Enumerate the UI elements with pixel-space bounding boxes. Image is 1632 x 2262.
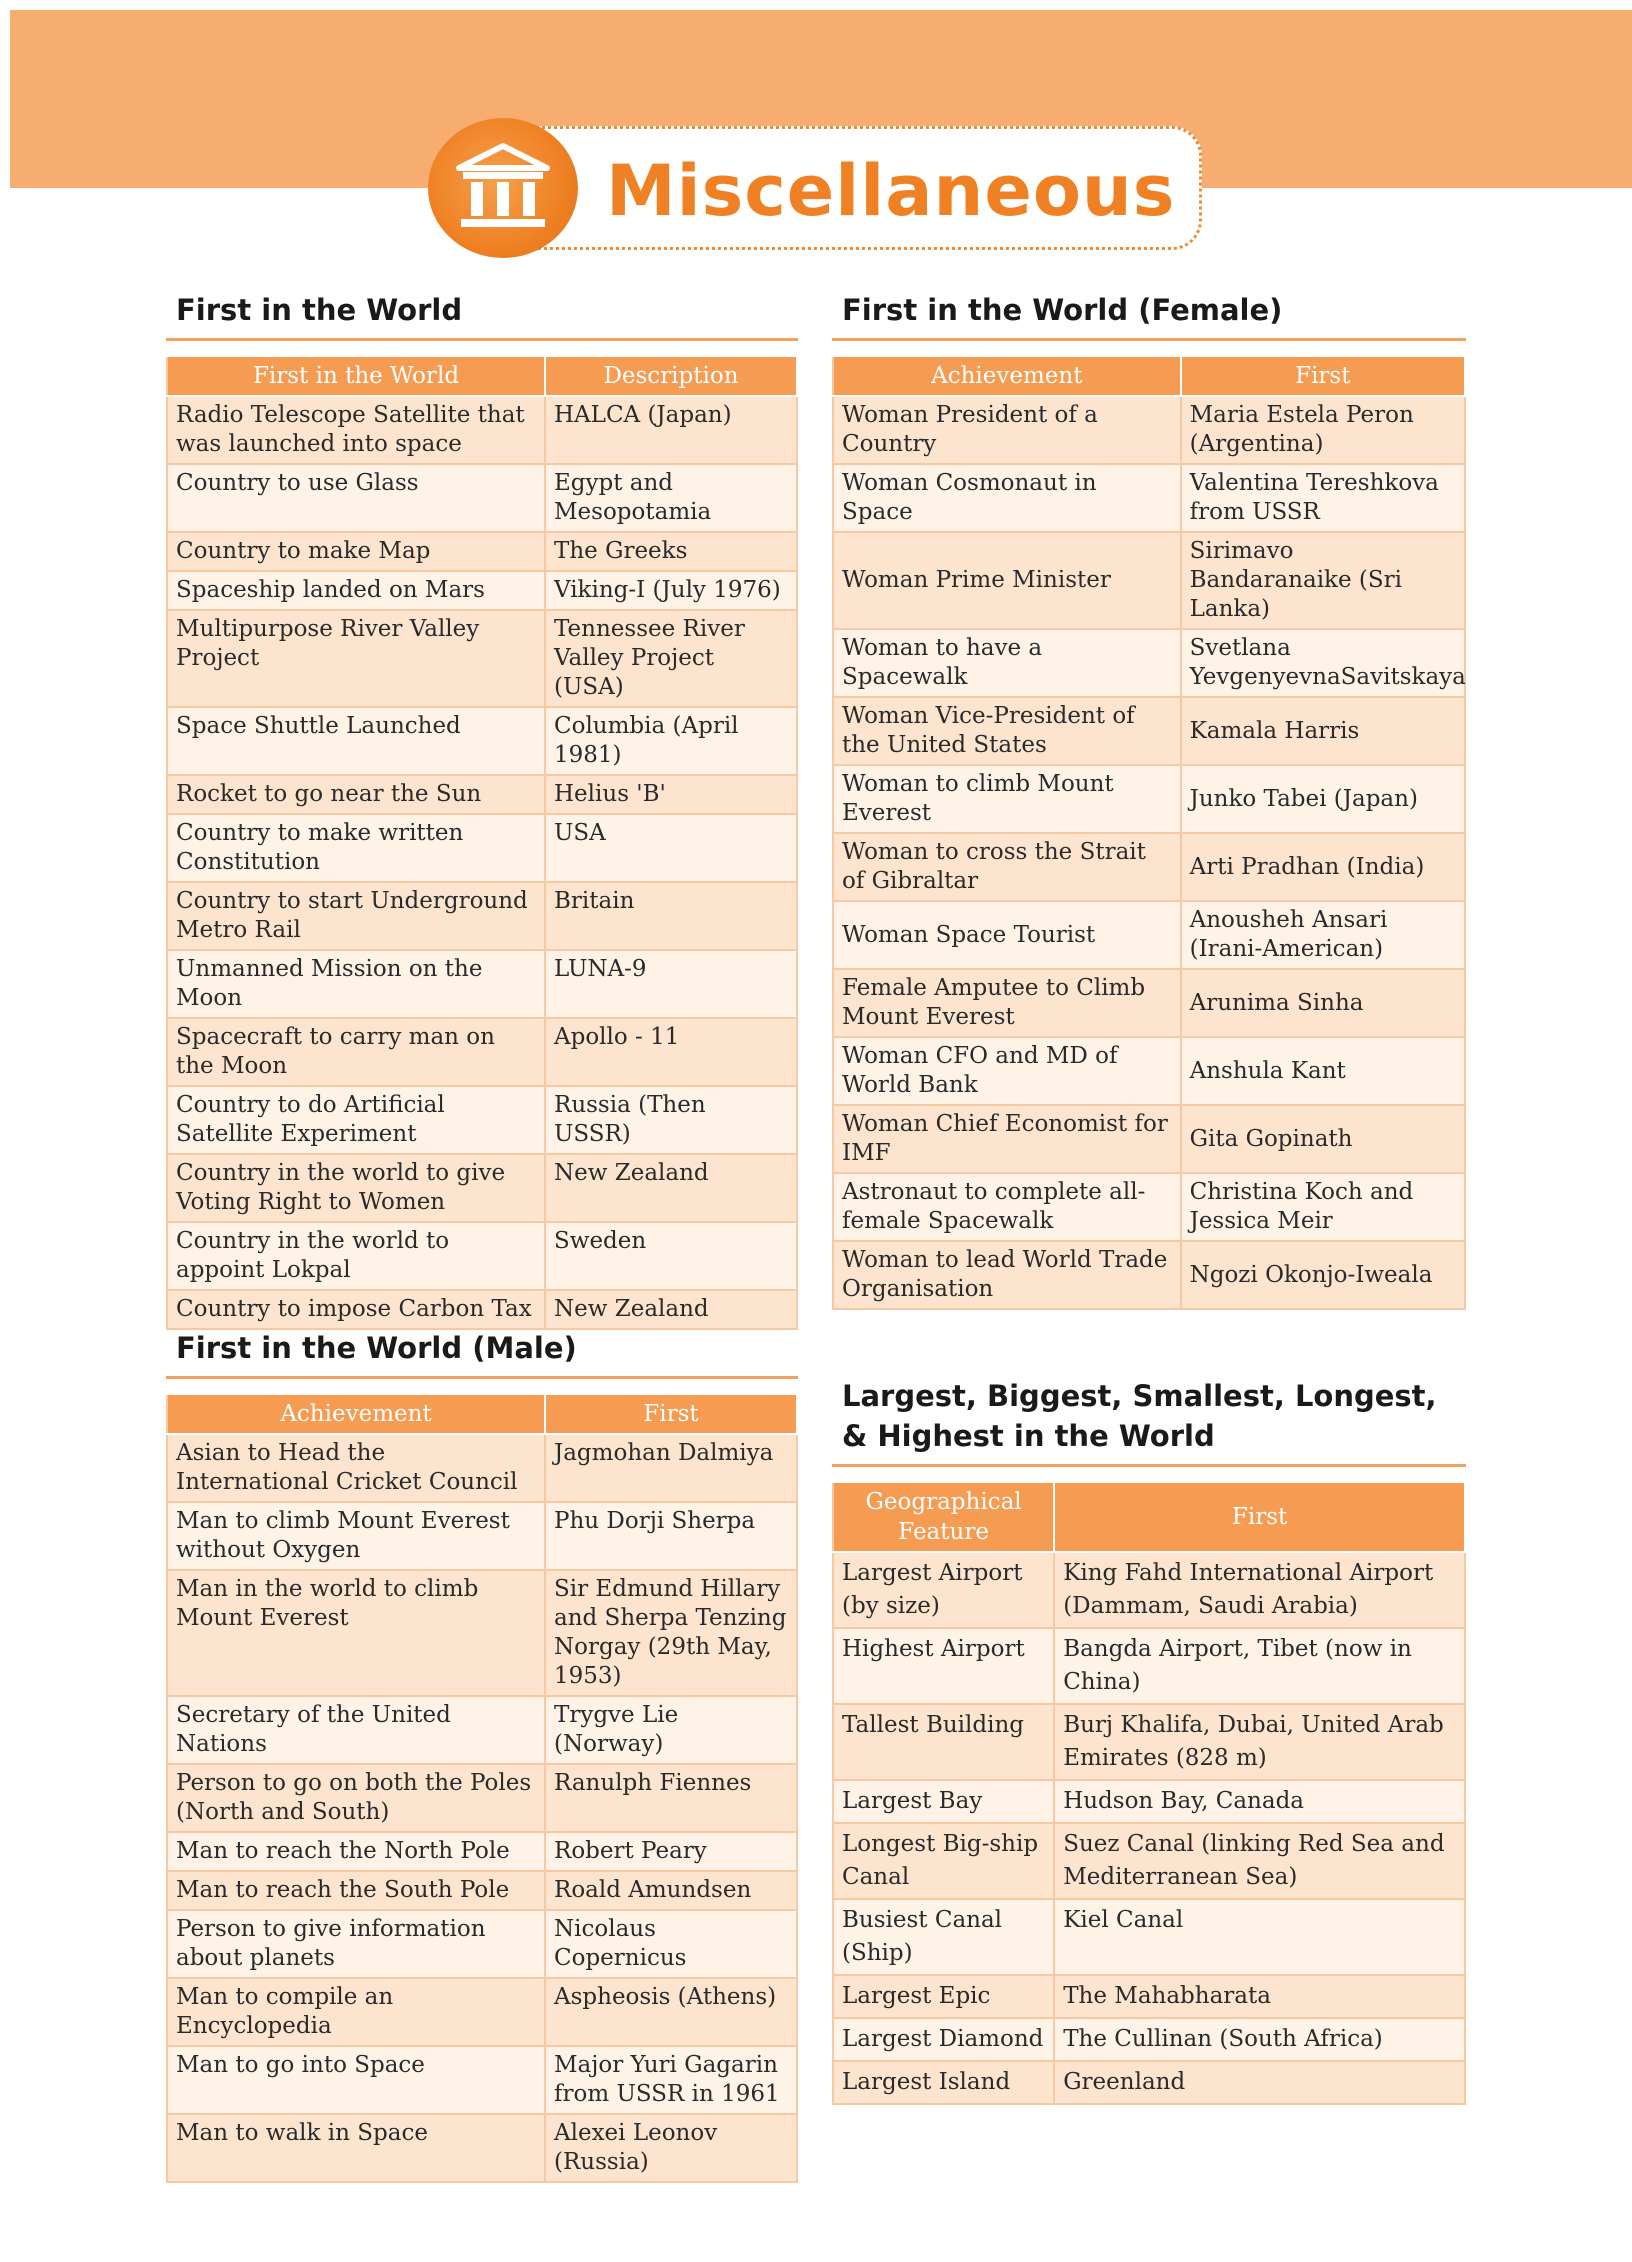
row-label-cell: Woman to lead World Trade Organisation <box>833 1241 1181 1309</box>
row-label-cell: Country to make Map <box>167 532 545 571</box>
row-label-cell: Woman Prime Minister <box>833 532 1181 629</box>
row-label-cell: Busiest Canal (Ship) <box>833 1899 1054 1975</box>
row-value-cell: Burj Khalifa, Dubai, United Arab Emirates (828 m) <box>1054 1704 1465 1780</box>
row-value-cell: Ngozi Okonjo-Iweala <box>1181 1241 1465 1309</box>
row-value-cell: Nicolaus Copernicus <box>545 1910 797 1978</box>
row-value-cell: Arunima Sinha <box>1181 969 1465 1037</box>
section-heading: Largest, Biggest, Smallest, Longest, & Highest in the World <box>832 1376 1466 1467</box>
row-label-cell: Highest Airport <box>833 1628 1054 1704</box>
table-row <box>167 1086 797 1154</box>
row-label-cell: Unmanned Mission on the Moon <box>167 950 545 1018</box>
row-value-cell: Arti Pradhan (India) <box>1181 833 1465 901</box>
row-value-cell: Kiel Canal <box>1054 1899 1465 1975</box>
row-label-cell: Country to use Glass <box>167 464 545 532</box>
row-label-cell: Man to walk in Space <box>167 2114 545 2182</box>
table-row <box>833 1628 1465 1704</box>
table-row <box>833 2061 1465 2104</box>
row-value-cell: The Greeks <box>545 532 797 571</box>
table-row <box>833 697 1465 765</box>
row-label-cell: Tallest Building <box>833 1704 1054 1780</box>
table-row <box>833 833 1465 901</box>
row-value-cell: Kamala Harris <box>1181 697 1465 765</box>
table-row <box>167 2046 797 2114</box>
row-value-cell: Phu Dorji Sherpa <box>545 1502 797 1570</box>
row-value-cell: Apollo - 11 <box>545 1018 797 1086</box>
row-label-cell: Largest Airport (by size) <box>833 1552 1054 1628</box>
column-header: Achievement <box>833 356 1181 396</box>
row-value-cell: Gita Gopinath <box>1181 1105 1465 1173</box>
row-label-cell: Person to give information about planets <box>167 1910 545 1978</box>
table-row <box>167 1018 797 1086</box>
row-label-cell: Radio Telescope Satellite that was launched into space <box>167 396 545 464</box>
row-label-cell: Country to impose Carbon Tax <box>167 1290 545 1329</box>
table-row <box>167 707 797 775</box>
row-label-cell: Woman Chief Economist for IMF <box>833 1105 1181 1173</box>
table-row <box>167 571 797 610</box>
row-value-cell: Ranulph Fiennes <box>545 1764 797 1832</box>
table-row <box>167 775 797 814</box>
row-label-cell: Country to make written Constitution <box>167 814 545 882</box>
column-header: First <box>1054 1482 1465 1552</box>
row-value-cell: Sirimavo Bandaranaike (Sri Lanka) <box>1181 532 1465 629</box>
table-row <box>833 1823 1465 1899</box>
row-value-cell: Anousheh Ansari (Irani-American) <box>1181 901 1465 969</box>
row-label-cell: Country to do Artificial Satellite Experiment <box>167 1086 545 1154</box>
row-label-cell: Space Shuttle Launched <box>167 707 545 775</box>
row-label-cell: Largest Island <box>833 2061 1054 2104</box>
row-label-cell: Woman President of a Country <box>833 396 1181 464</box>
table-row <box>167 950 797 1018</box>
row-label-cell: Woman CFO and MD of World Bank <box>833 1037 1181 1105</box>
row-label-cell: Woman Vice-President of the United States <box>833 697 1181 765</box>
row-value-cell: Robert Peary <box>545 1832 797 1871</box>
row-value-cell: Sweden <box>545 1222 797 1290</box>
row-value-cell: Viking-I (July 1976) <box>545 571 797 610</box>
row-value-cell: Russia (Then USSR) <box>545 1086 797 1154</box>
row-value-cell: Hudson Bay, Canada <box>1054 1780 1465 1823</box>
row-value-cell: Anshula Kant <box>1181 1037 1465 1105</box>
bank-building-icon <box>428 118 578 258</box>
row-label-cell: Man to reach the North Pole <box>167 1832 545 1871</box>
table-row <box>833 464 1465 532</box>
row-label-cell: Spacecraft to carry man on the Moon <box>167 1018 545 1086</box>
row-label-cell: Country to start Underground Metro Rail <box>167 882 545 950</box>
column-header: First <box>1181 356 1465 396</box>
table-row <box>167 532 797 571</box>
row-label-cell: Woman Space Tourist <box>833 901 1181 969</box>
table-row <box>167 396 797 464</box>
table-row <box>167 1978 797 2046</box>
row-value-cell: Columbia (April 1981) <box>545 707 797 775</box>
table-row <box>167 610 797 707</box>
row-label-cell: Woman Cosmonaut in Space <box>833 464 1181 532</box>
row-value-cell: New Zealand <box>545 1290 797 1329</box>
table-row <box>833 1704 1465 1780</box>
row-label-cell: Female Amputee to Climb Mount Everest <box>833 969 1181 1037</box>
row-label-cell: Longest Big-ship Canal <box>833 1823 1054 1899</box>
table-row <box>833 1899 1465 1975</box>
row-label-cell: Secretary of the United Nations <box>167 1696 545 1764</box>
row-label-cell: Person to go on both the Poles (North and South) <box>167 1764 545 1832</box>
row-label-cell: Largest Epic <box>833 1975 1054 2018</box>
table-row <box>167 1154 797 1222</box>
row-label-cell: Astronaut to complete all-female Spacewalk <box>833 1173 1181 1241</box>
table-row <box>833 1975 1465 2018</box>
table-row <box>833 1037 1465 1105</box>
row-value-cell: HALCA (Japan) <box>545 396 797 464</box>
section-heading: First in the World (Female) <box>832 290 1466 341</box>
row-label-cell: Multipurpose River Valley Project <box>167 610 545 707</box>
table-row <box>833 396 1465 464</box>
row-value-cell: Christina Koch and Jessica Meir <box>1181 1173 1465 1241</box>
row-label-cell: Asian to Head the International Cricket Council <box>167 1434 545 1502</box>
row-label-cell: Woman to cross the Strait of Gibraltar <box>833 833 1181 901</box>
row-value-cell: Britain <box>545 882 797 950</box>
table-row <box>833 629 1465 697</box>
section-first-male <box>166 1328 798 2183</box>
table-row <box>833 1552 1465 1628</box>
table-row <box>167 1696 797 1764</box>
row-label-cell: Woman to have a Spacewalk <box>833 629 1181 697</box>
row-label-cell: Country in the world to give Voting Right to Women <box>167 1154 545 1222</box>
table-row <box>167 1910 797 1978</box>
row-value-cell: Trygve Lie (Norway) <box>545 1696 797 1764</box>
table-row <box>167 882 797 950</box>
section-first-female <box>832 290 1466 1310</box>
column-header: Geographical Feature <box>833 1482 1054 1552</box>
row-label-cell: Largest Diamond <box>833 2018 1054 2061</box>
row-label-cell: Man to compile an Encyclopedia <box>167 1978 545 2046</box>
table-row <box>167 1570 797 1696</box>
table-row <box>833 1241 1465 1309</box>
table-row <box>833 532 1465 629</box>
row-label-cell: Man to go into Space <box>167 2046 545 2114</box>
row-label-cell: Rocket to go near the Sun <box>167 775 545 814</box>
row-value-cell: Major Yuri Gagarin from USSR in 1961 <box>545 2046 797 2114</box>
table-row <box>167 814 797 882</box>
row-value-cell: Sir Edmund Hillary and Sherpa Tenzing Norgay (29th May, 1953) <box>545 1570 797 1696</box>
row-label-cell: Man to climb Mount Everest without Oxygen <box>167 1502 545 1570</box>
row-value-cell: The Mahabharata <box>1054 1975 1465 2018</box>
table-row <box>167 1222 797 1290</box>
row-value-cell: LUNA-9 <box>545 950 797 1018</box>
section-heading: First in the World <box>166 290 798 341</box>
row-label-cell: Country in the world to appoint Lokpal <box>167 1222 545 1290</box>
row-label-cell: Man to reach the South Pole <box>167 1871 545 1910</box>
row-value-cell: Maria Estela Peron (Argentina) <box>1181 396 1465 464</box>
column-header: First in the World <box>167 356 545 396</box>
table-row <box>167 1502 797 1570</box>
section-first-in-world <box>166 290 798 1330</box>
row-value-cell: Suez Canal (linking Red Sea and Mediterranean Sea) <box>1054 1823 1465 1899</box>
table-row <box>167 1764 797 1832</box>
table-largest <box>832 1481 1466 2105</box>
row-value-cell: Helius 'B' <box>545 775 797 814</box>
row-label-cell: Largest Bay <box>833 1780 1054 1823</box>
table-row <box>167 1832 797 1871</box>
table-row <box>833 1105 1465 1173</box>
row-value-cell: Egypt and Mesopotamia <box>545 464 797 532</box>
table-first-male <box>166 1393 798 2183</box>
row-value-cell: King Fahd International Airport (Dammam, Saudi Arabia) <box>1054 1552 1465 1628</box>
row-value-cell: New Zealand <box>545 1154 797 1222</box>
section-largest <box>832 1376 1466 2105</box>
table-row <box>833 969 1465 1037</box>
table-row <box>167 1871 797 1910</box>
row-value-cell: Greenland <box>1054 2061 1465 2104</box>
column-header: Description <box>545 356 797 396</box>
row-value-cell: Roald Amundsen <box>545 1871 797 1910</box>
row-value-cell: Alexei Leonov (Russia) <box>545 2114 797 2182</box>
row-label-cell: Man in the world to climb Mount Everest <box>167 1570 545 1696</box>
table-row <box>167 464 797 532</box>
page-title: Miscellaneous <box>606 150 1176 232</box>
row-label-cell: Spaceship landed on Mars <box>167 571 545 610</box>
table-row <box>167 1290 797 1329</box>
row-value-cell: Valentina Tereshkova from USSR <box>1181 464 1465 532</box>
column-header: First <box>545 1394 797 1434</box>
table-row <box>833 1780 1465 1823</box>
section-heading: First in the World (Male) <box>166 1328 798 1379</box>
row-value-cell: Svetlana YevgenyevnaSavitskaya <box>1181 629 1465 697</box>
table-first-in-world <box>166 355 798 1330</box>
row-value-cell: Tennessee River Valley Project (USA) <box>545 610 797 707</box>
table-row <box>833 2018 1465 2061</box>
row-value-cell: Bangda Airport, Tibet (now in China) <box>1054 1628 1465 1704</box>
table-first-female <box>832 355 1466 1310</box>
row-value-cell: Jagmohan Dalmiya <box>545 1434 797 1502</box>
table-row <box>833 901 1465 969</box>
row-value-cell: Junko Tabei (Japan) <box>1181 765 1465 833</box>
table-row <box>833 1173 1465 1241</box>
table-row <box>167 1434 797 1502</box>
row-value-cell: The Cullinan (South Africa) <box>1054 2018 1465 2061</box>
table-row <box>167 2114 797 2182</box>
table-row <box>833 765 1465 833</box>
column-header: Achievement <box>167 1394 545 1434</box>
row-label-cell: Woman to climb Mount Everest <box>833 765 1181 833</box>
row-value-cell: USA <box>545 814 797 882</box>
row-value-cell: Aspheosis (Athens) <box>545 1978 797 2046</box>
